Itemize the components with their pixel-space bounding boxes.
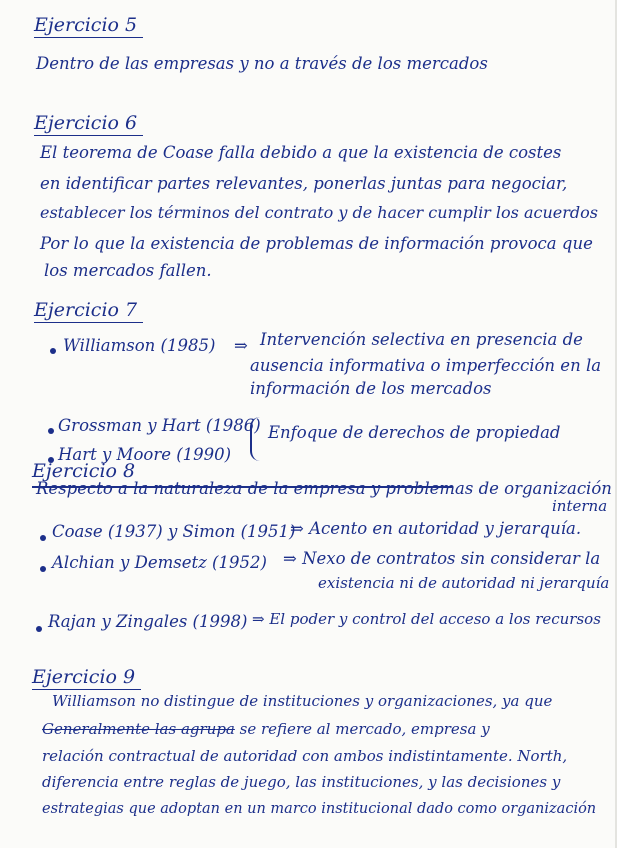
bullet-rajan xyxy=(36,626,42,632)
bullet-coase xyxy=(40,535,46,541)
curly-brace xyxy=(250,417,261,461)
ejercicio-9-line-5: estrategias que adoptan en un marco institucional dado como organización xyxy=(42,801,597,817)
grossman-citation: Grossman y Hart (1986) xyxy=(58,416,261,435)
ejercicio-8-intro: Respecto a la naturaleza de la empresa y problemas de organización xyxy=(36,479,612,498)
ejercicio-6-line-2: en identificar partes relevantes, ponerlas juntas para negociar, xyxy=(40,174,568,193)
struck-text: Generalmente las agrupa xyxy=(42,720,235,738)
bullet-williamson xyxy=(50,348,56,354)
coase-desc: ⇒ Acento en autoridad y jerarquía. xyxy=(290,519,582,538)
williamson-desc-2: ausencia informativa o imperfección en la xyxy=(250,356,602,375)
ejercicio-6-line-4: Por lo que la existencia de problemas de información provoca que xyxy=(40,234,593,253)
ejercicio-9-line-3: relación contractual de autoridad con ambos indistintamente. North, xyxy=(42,747,568,765)
ejercicio-7-title: Ejercicio 7 xyxy=(34,299,143,323)
williamson-citation: Williamson (1985) xyxy=(63,336,216,355)
coase-citation: Coase (1937) y Simon (1951) xyxy=(52,522,296,541)
ejercicio-6-title: Ejercicio 6 xyxy=(34,112,143,136)
ejercicio-6-line-1: El teorema de Coase falla debido a que la existencia de costes xyxy=(40,143,562,162)
hart-citation: Hart y Moore (1990) xyxy=(58,445,232,464)
ejercicio-6-line-5: los mercados fallen. xyxy=(44,261,212,280)
ejercicio-9-line-2-rest: se refiere al mercado, empresa y xyxy=(239,720,490,738)
ejercicio-8-title: Ejercicio 8 xyxy=(32,460,136,482)
bullet-grossman xyxy=(48,428,54,434)
ejercicio-5-title: Ejercicio 5 xyxy=(34,14,143,38)
ejercicio-7-heading xyxy=(34,299,143,323)
enfoque-derechos: Enfoque de derechos de propiedad xyxy=(268,423,561,442)
ejercicio-6-line-3: establecer los términos del contrato y de hacer cumplir los acuerdos xyxy=(40,203,598,222)
ejercicio-5-answer: Dentro de las empresas y no a través de los mercados xyxy=(36,54,488,73)
ejercicio-6-heading xyxy=(34,112,143,136)
alchian-desc-1: ⇒ Nexo de contratos sin considerar la xyxy=(283,549,601,568)
ejercicio-9-heading xyxy=(32,666,141,690)
ejercicio-9-line-1: Williamson no distingue de instituciones y organizaciones, ya que xyxy=(52,692,553,710)
williamson-desc-3: información de los mercados xyxy=(250,379,492,398)
williamson-desc-1: Intervención selectiva en presencia de xyxy=(260,330,583,349)
ejercicio-9-title: Ejercicio 9 xyxy=(32,666,141,690)
alchian-desc-2: existencia ni de autoridad ni jerarquía xyxy=(318,574,610,592)
alchian-citation: Alchian y Demsetz (1952) xyxy=(52,553,267,572)
ejercicio-9-line-2 xyxy=(42,720,490,738)
rajan-citation: Rajan y Zingales (1998) xyxy=(48,612,248,631)
ejercicio-9-line-4: diferencia entre reglas de juego, las instituciones, y las decisiones y xyxy=(42,773,561,791)
ejercicio-8-intro-cont: interna xyxy=(552,497,608,515)
rajan-desc: ⇒ El poder y control del acceso a los recursos xyxy=(252,610,601,628)
bullet-alchian xyxy=(40,566,46,572)
williamson-arrow: ⇒ xyxy=(234,336,248,355)
ejercicio-5-heading xyxy=(34,14,143,38)
